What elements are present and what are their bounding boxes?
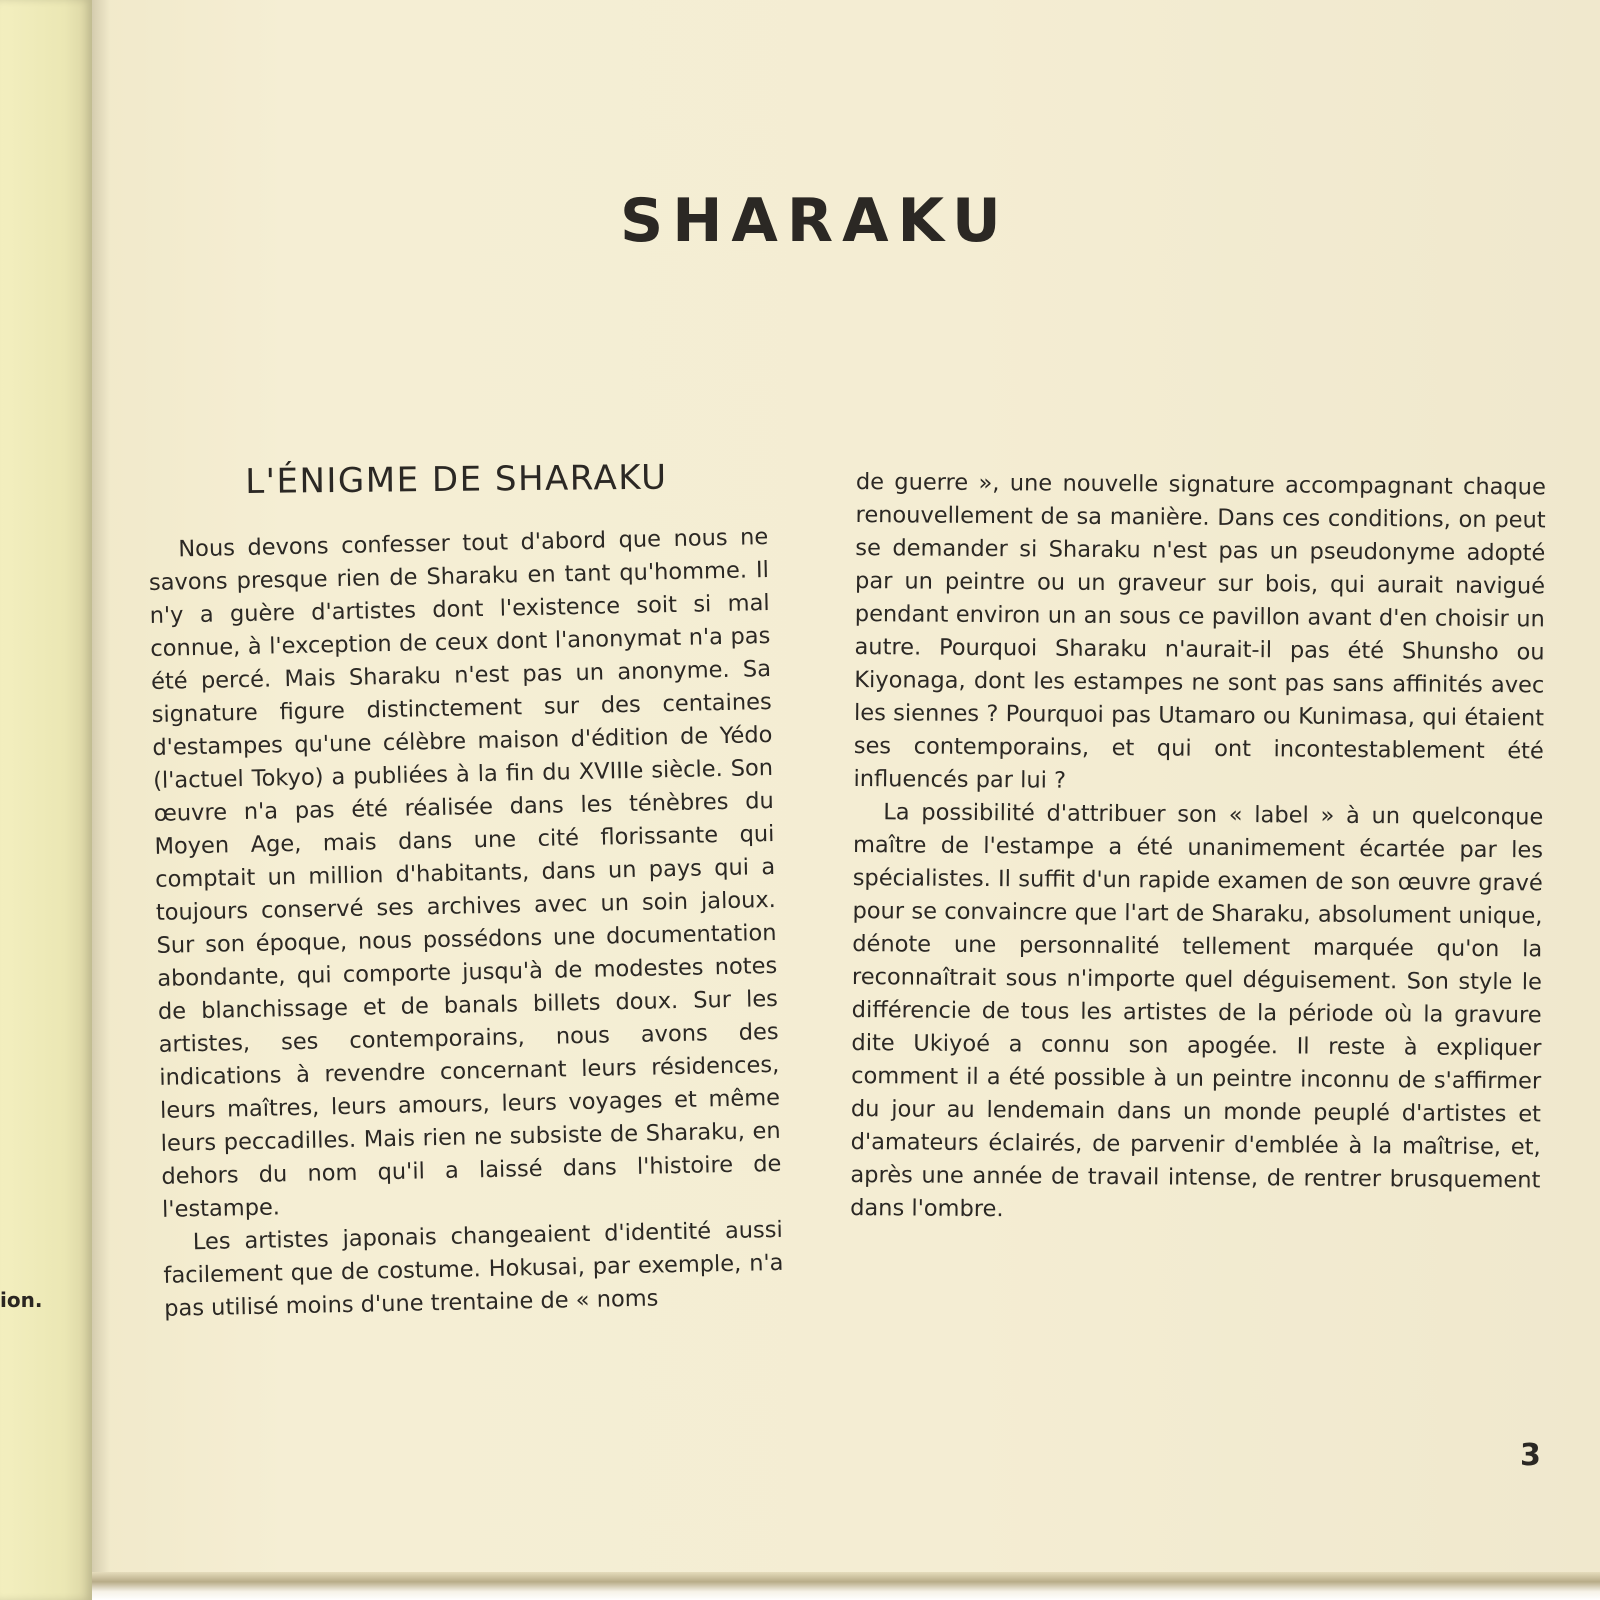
right-text-column xyxy=(850,466,1546,1230)
previous-page-strip xyxy=(0,0,92,1600)
paragraph: Nous devons confesser tout d'abord que nous ne savons presque rien de Sharaku en tant qu'homme. Il n'y a guère d'artistes dont l'existence soit si mal connue, à l'exception de ceux dont l'anonymat n'a pas été percé. Mais Sharaku n'est pas un anonyme. Sa signature figure distinctement sur des centaines d'estampes qu'une célèbre maison d'édition de Yédo (l'actuel Tokyo) a publiées à la fin du XVIIIe siècle. Son œuvre n'a pas été réalisée dans les ténèbres du Moyen Age, mais dans une cité florissante qui comptait un million d'habitants, dans un pays qui a toujours conservé ses archives avec un soin jaloux. Sur son époque, nous possédons une documentation abondante, qui comporte jusqu'à de modestes notes de blanchissage et de banals billets doux. Sur les artistes, ses contemporains, nous avons des indications à revendre concernant leurs résidences, leurs maîtres, leurs amours, leurs voyages et même leurs peccadilles. Mais rien ne subsiste de Sharaku, en dehors du nom qu'il a laissé dans l'histoire de l'estampe. xyxy=(148,524,782,1223)
section-heading: L'ÉNIGME DE SHARAKU xyxy=(245,457,668,502)
paragraph: Les artistes japonais changeaient d'identité aussi facilement que de costume. Hokusai, par exemple, n'a pas utilisé moins d'une trentaine de « noms xyxy=(163,1216,784,1322)
page-title: SHARAKU xyxy=(620,186,1010,256)
left-text-column xyxy=(148,521,784,1326)
page-number: 3 xyxy=(1520,1438,1541,1473)
paragraph: La possibilité d'attribuer son « label » à un quelconque maître de l'estampe a été unanimement écartée par les spécialistes. Il suffit d'un rapide examen de son œuvre gravé pour se convaincre que l'art de Sharaku, absolument unique, dénote une personnalité tellement marquée qu'on la reconnaîtrait sous n'importe quel déguisement. Son style le différencie de tous les artistes de la période où la gravure dite Ukiyoé a connu son apogée. Il reste à expliquer comment il a été possible à un peintre inconnu de s'affirmer du jour au lendemain dans un monde peuplé d'artistes et d'amateurs éclairés, de parvenir d'emblée à la maîtrise, et, après une année de travail intense, de rentrer brusquement dans l'ombre. xyxy=(850,799,1544,1223)
previous-page-text-fragment: ion. xyxy=(0,1288,43,1312)
paragraph-continuation: de guerre », une nouvelle signature accompagnant chaque renouvellement de sa manière. Dans ces conditions, on peut se demander si Sharaku n'est pas un pseudonyme adopté par un peintre ou un graveur sur bois, qui aurait navigué pendant environ un an sous ce pavillon avant d'en choisir un autre. Pourquoi Sharaku n'aurait-il pas été Shunsho ou Kiyonaga, dont les estampes ne sont pas sans affinités avec les siennes ? Pourquoi pas Utamaro ou Kunimasa, qui étaient ses contemporains, et qui ont incontestablement été influencés par lui ? xyxy=(853,468,1546,794)
gutter-shadow xyxy=(92,0,110,1600)
page-bottom-edge xyxy=(92,1572,1600,1600)
